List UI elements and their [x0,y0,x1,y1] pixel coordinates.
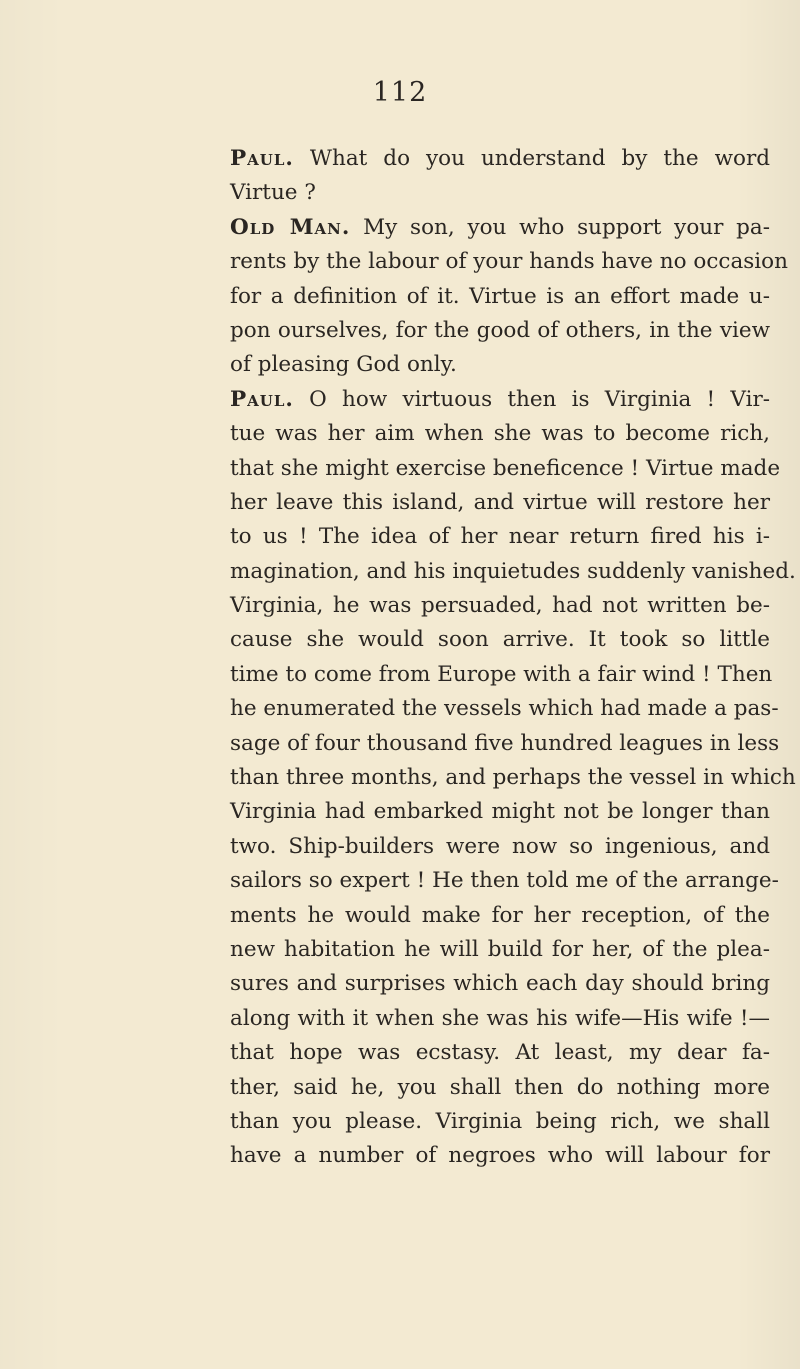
text-line: that she might exercise beneficence ! Virtue made [230,455,781,481]
text-line: magination, and his inquietudes suddenly vanished. [230,558,796,584]
speaker-name: Paul. [230,146,294,171]
text-line: Virginia, he was persuaded, had not written be- [230,593,770,619]
line-text: My son, you who support your pa- [350,214,770,240]
text-line: pon ourselves, for the good of others, in the view [230,317,770,343]
text-line: for a definition of it. Virtue is an effort made u- [230,283,770,309]
text-line: have a number of negroes who will labour for [230,1143,770,1169]
text-line: sage of four thousand five hundred leagues in less [230,730,780,756]
text-line: cause she would soon arrive. It took so little [230,627,770,653]
text-line: ments he would make for her reception, of the [230,902,770,928]
line-text: O how virtuous then is Virginia ! Vir- [293,386,770,412]
text-line: new habitation he will build for her, of the plea- [230,936,770,962]
body-text [230,142,796,1174]
text-line: to us ! The idea of her near return fired his i- [230,524,770,550]
text-line: two. Ship-builders were now so ingenious, and [230,833,770,859]
text-line: along with it when she was his wife—His wife !— [230,1005,770,1031]
text-line: that hope was ecstasy. At least, my dear fa- [230,1040,770,1066]
text-line [230,142,770,176]
text-line [230,211,770,245]
text-line: sures and surprises which each day should bring [230,971,770,997]
text-line: rents by the labour of your hands have no occasion [230,249,788,275]
text-line: he enumerated the vessels which had made a pas- [230,696,779,722]
text-line: than three months, and perhaps the vessel in which [230,765,796,791]
text-line: tue was her aim when she was to become rich, [230,421,770,447]
text-line: ther, said he, you shall then do nothing more [230,1074,770,1100]
page-number: 112 [372,77,428,108]
speaker-name: Old Man. [230,214,351,240]
text-line [230,383,770,417]
text-line: time to come from Europe with a fair wind ! Then [230,661,773,687]
text-line: Virtue ? [230,180,316,206]
text-line: sailors so expert ! He then told me of the arrange- [230,868,779,894]
speaker-name: Paul. [230,386,294,412]
line-text: What do you understand by the word [293,146,770,171]
text-line: Virginia had embarked might not be longer than [230,799,770,825]
text-line: her leave this island, and virtue will restore her [230,489,770,515]
text-line: of pleasing God only. [230,352,457,378]
text-line: than you please. Virginia being rich, we shall [230,1108,770,1134]
